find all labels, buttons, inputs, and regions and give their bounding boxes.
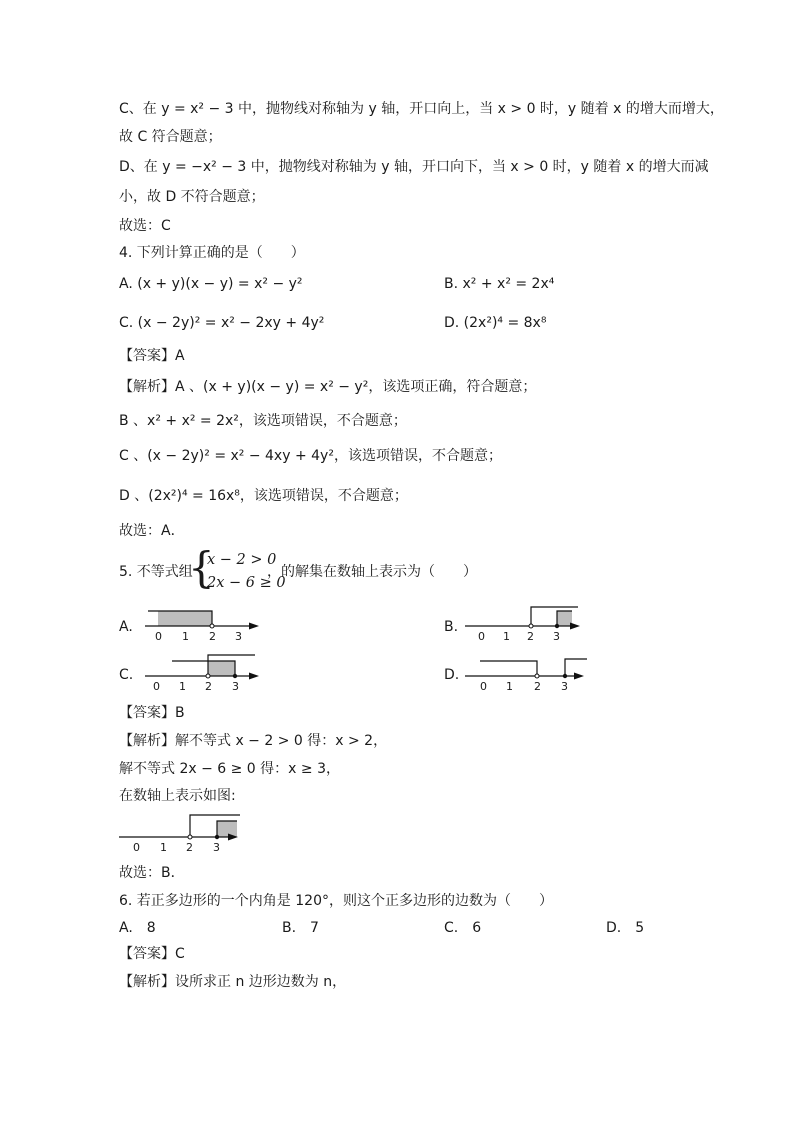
q5-answer: 【答案】B	[119, 705, 185, 721]
q5-analysis-1: 【解析】解不等式 x − 2 > 0 得：x > 2，	[119, 733, 388, 749]
axis-arrow	[570, 623, 580, 630]
tick-0: 0	[480, 680, 487, 691]
tick-1: 1	[503, 630, 510, 643]
tick-3: 3	[232, 680, 239, 691]
tick-3: 3	[213, 841, 220, 854]
q5-option-a-label: A.	[119, 619, 133, 635]
tick-3: 3	[561, 680, 568, 691]
tick-0: 0	[153, 680, 160, 691]
tick-2: 2	[205, 680, 212, 691]
q6-option-a: A. 8	[119, 920, 156, 936]
q6-analysis: 【解析】设所求正 n 边形边数为 n，	[119, 974, 347, 990]
endpoint-3	[215, 835, 219, 839]
q5-stem-suffix: ，的解集在数轴上表示为（ ）	[267, 564, 477, 580]
q5-numberline-a	[140, 603, 265, 643]
q5-option-b-label: B.	[444, 619, 459, 635]
q6-stem: 6. 若正多边形的一个内角是 120°，则这个正多边形的边数为（ ）	[119, 893, 553, 909]
tick-0: 0	[155, 630, 162, 643]
q4-option-a: A. (x + y)(x − y) = x² − y²	[119, 276, 303, 292]
q5-ineq1: x − 2 > 0	[207, 552, 277, 568]
q4-analysis-a: 【解析】A 、(x + y)(x − y) = x² − y²，该选项正确，符合题意；	[119, 379, 537, 395]
tick-3: 3	[235, 630, 242, 643]
q3-c-line1: C、在 y = x² − 3 中，抛物线对称轴为 y 轴，开口向上，当 x > 0 时，y 随着 x 的增大而增大，	[119, 101, 724, 117]
q5-numberline-d	[465, 651, 590, 691]
endpoint-3	[555, 624, 559, 628]
endpoint-2	[206, 674, 210, 678]
shaded-region	[557, 611, 572, 626]
axis-arrow	[249, 623, 259, 630]
endpoint-2	[210, 624, 214, 628]
tick-2: 2	[209, 630, 216, 643]
tick-2: 2	[534, 680, 541, 691]
q5-analysis-3: 在数轴上表示如图:	[119, 788, 236, 804]
tick-0: 0	[133, 841, 140, 854]
tick-1: 1	[182, 630, 189, 643]
tick-2: 2	[186, 841, 193, 854]
q5-brace: {	[188, 543, 215, 592]
q4-analysis-c: C 、(x − 2y)² = x² − 4xy + 4y²，该选项错误，不合题意；	[119, 448, 502, 464]
endpoint-2	[529, 624, 533, 628]
q5-numberline-c	[140, 651, 265, 691]
q6-option-d: D. 5	[606, 920, 645, 936]
axis-arrow	[249, 673, 259, 680]
q4-option-d: D. (2x²)⁴ = 8x⁸	[444, 315, 547, 331]
q6-option-c: C. 6	[444, 920, 482, 936]
tick-1: 1	[160, 841, 167, 854]
q4-option-b: B. x² + x² = 2x⁴	[444, 276, 555, 292]
endpoint-3	[233, 674, 237, 678]
q5-option-d-label: D.	[444, 667, 460, 683]
q5-option-c-label: C.	[119, 667, 134, 683]
q4-stem: 4. 下列计算正确的是（ ）	[119, 245, 305, 261]
q3-d-line1: D、在 y = −x² − 3 中，抛物线对称轴为 y 轴，开口向下，当 x > 0 时，y 随着 x 的增大而减	[119, 159, 709, 175]
endpoint-2	[535, 674, 539, 678]
q4-answer: 【答案】A	[119, 348, 185, 364]
q4-choice: 故选：A．	[119, 523, 185, 539]
range-bracket-less	[480, 661, 537, 676]
axis-arrow	[574, 673, 584, 680]
shaded-region	[208, 661, 235, 676]
tick-2: 2	[527, 630, 534, 643]
endpoint-2	[188, 835, 192, 839]
q5-numberline-b	[465, 603, 590, 643]
q3-c-line2: 故 C 符合题意；	[119, 129, 222, 145]
shaded-region	[217, 821, 237, 837]
q3-choice: 故选：C	[119, 218, 171, 234]
q6-option-b: B. 7	[282, 920, 319, 936]
tick-3: 3	[553, 630, 560, 643]
tick-1: 1	[179, 680, 186, 691]
endpoint-3	[563, 674, 567, 678]
q5-choice: 故选：B．	[119, 865, 185, 881]
tick-1: 1	[506, 680, 513, 691]
q4-analysis-d: D 、(2x²)⁴ = 16x⁸，该选项错误，不合题意；	[119, 488, 408, 504]
q5-ineq2: 2x − 6 ≥ 0	[207, 575, 286, 591]
q5-stem-prefix: 5. 不等式组	[119, 564, 193, 580]
q5-analysis-2: 解不等式 2x − 6 ≥ 0 得：x ≥ 3，	[119, 761, 340, 777]
tick-0: 0	[478, 630, 485, 643]
shaded-region	[158, 611, 212, 626]
q4-analysis-b: B 、x² + x² = 2x²，该选项错误，不合题意；	[119, 413, 407, 429]
q4-option-c: C. (x − 2y)² = x² − 2xy + 4y²	[119, 315, 325, 331]
q3-d-line2: 小，故 D 不符合题意；	[119, 189, 265, 205]
q5-solution-numberline	[119, 811, 249, 855]
q6-answer: 【答案】C	[119, 946, 185, 962]
